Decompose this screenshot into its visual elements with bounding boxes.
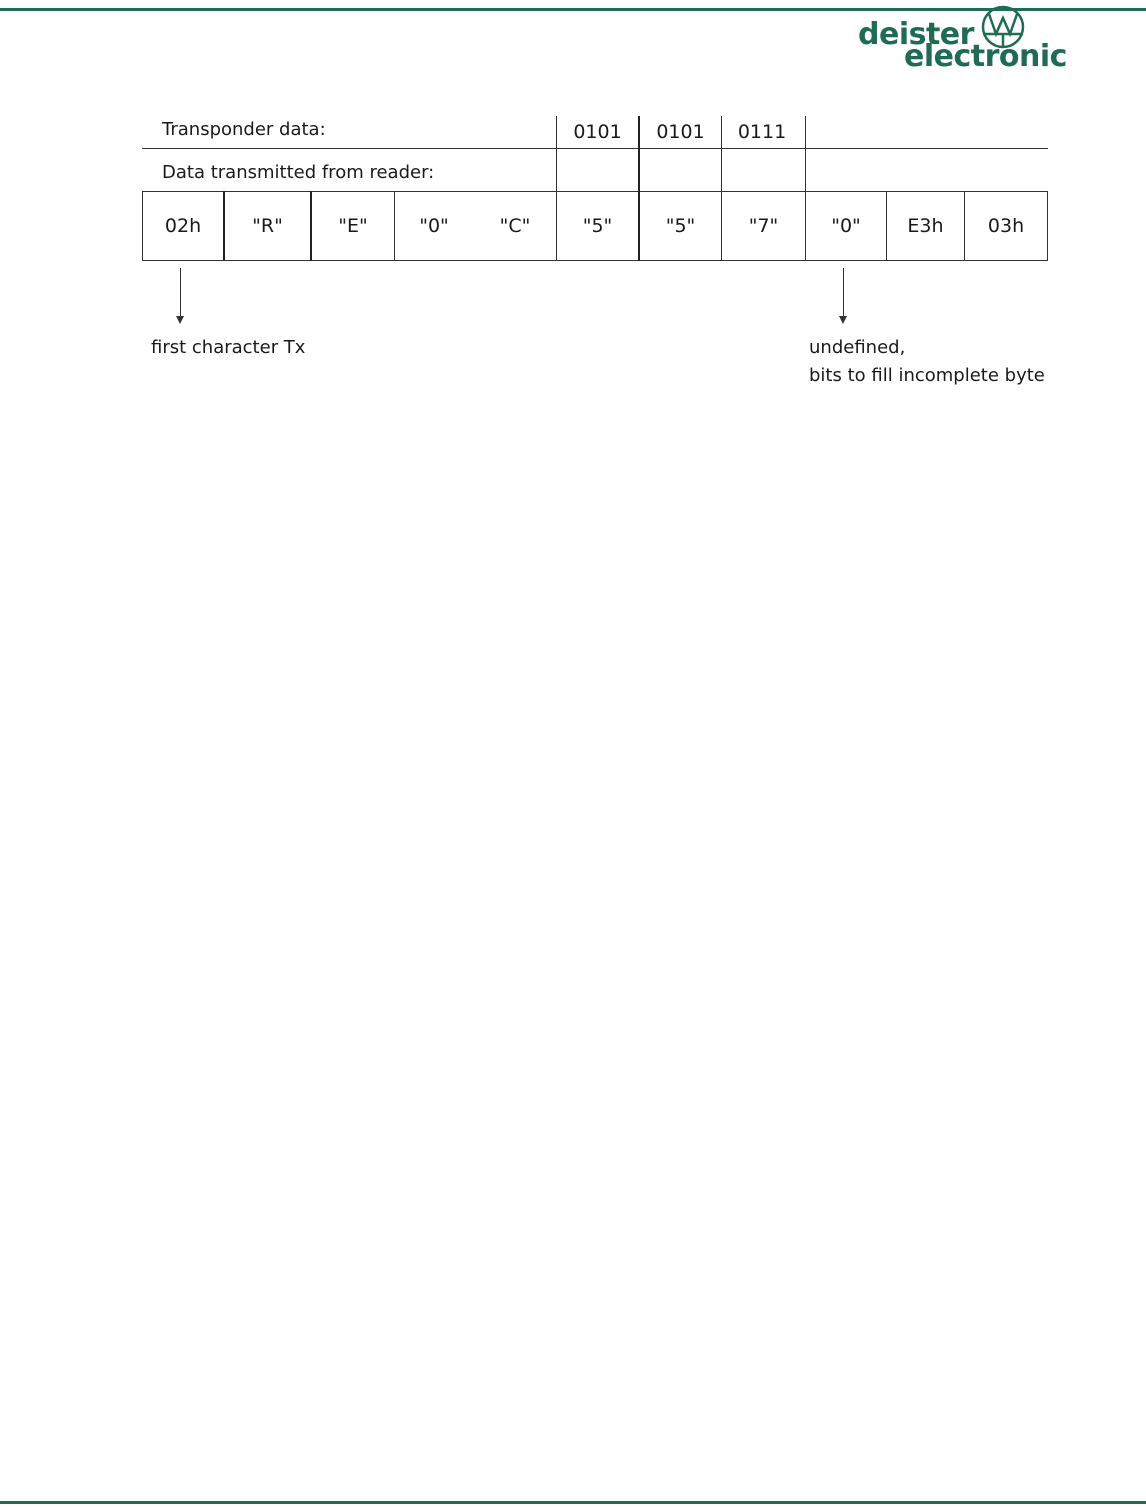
data-cell: "0" [831,215,861,237]
data-cell: "5" [665,215,696,237]
data-cell: 03h [987,215,1025,237]
data-cell: "7" [748,215,779,237]
upper-divider [805,116,806,191]
arrow-down-icon [176,316,184,324]
first-char-note: first character Tx [151,337,306,358]
arrow-first-char [180,268,181,318]
transponder-bits-cell: 0101 [656,121,705,143]
transponder-data-label: Transponder data: [162,119,326,140]
cell-divider [1047,191,1048,261]
data-cell: "0" [419,215,449,237]
data-cell: "R" [252,215,283,237]
row-divider [142,148,1048,149]
undefined-note [809,334,1045,390]
data-format-diagram [0,0,1146,420]
logo-word-electronic: electronic [904,39,1067,74]
data-cell: 02h [164,215,202,237]
data-cell: "C" [499,215,531,237]
transponder-bits-cell: 0101 [573,121,622,143]
arrow-undefined [843,268,844,318]
undefined-note-line2: bits to fill incomplete byte [809,365,1045,386]
bottom-rule [0,1501,1146,1504]
data-cell: E3h [907,215,944,237]
logo-word-deister: deister [858,17,974,52]
data-cell: "5" [582,215,613,237]
cells-bottom-border [142,260,1048,261]
transponder-bits-cell: 0111 [737,121,787,143]
transmitted-data-label: Data transmitted from reader: [162,162,435,183]
arrow-down-icon [839,316,847,324]
data-cell: "E" [338,215,368,237]
undefined-note-line1: undefined, [809,337,906,358]
